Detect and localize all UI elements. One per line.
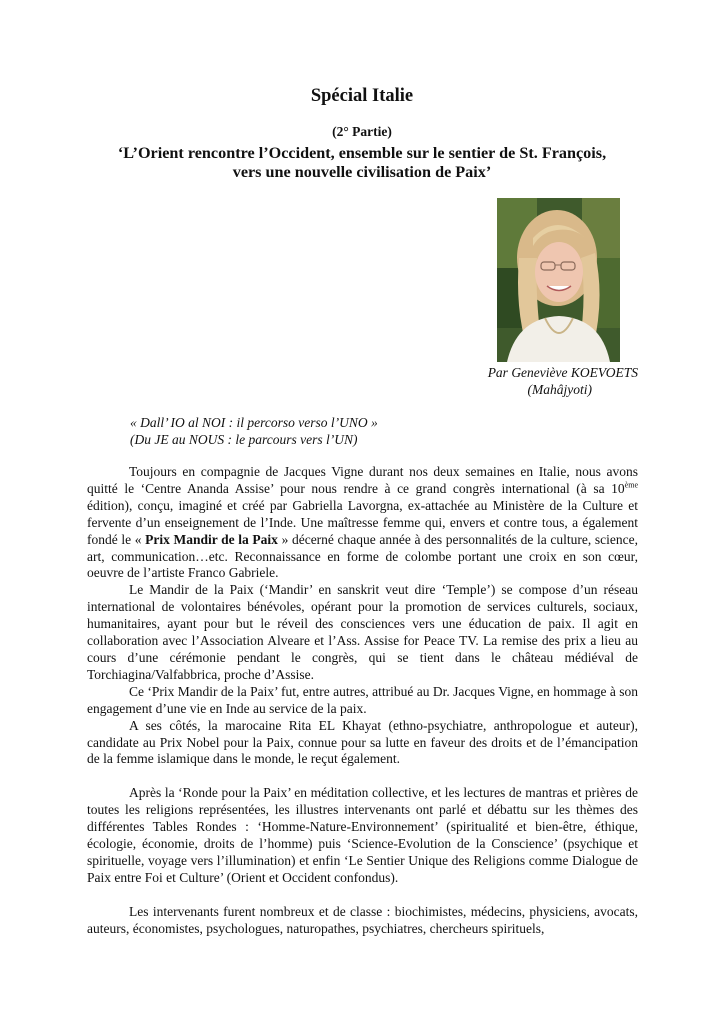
paragraph-6: Les intervenants furent nombreux et de classe : biochimistes, médecins, physiciens, avocats, auteurs, économistes, psychologues, naturopathes, psychiatres, chercheurs spirituels, (87, 903, 638, 936)
prize-name-bold: Prix Mandir de la Paix (145, 531, 278, 547)
page-title: Spécial Italie (310, 86, 414, 106)
subtitle-line-1: ‘L’Orient rencontre l’Occident, ensemble sur le sentier de St. François, (117, 144, 607, 162)
paragraph-1 (87, 464, 638, 582)
article-subtitle (60, 144, 664, 182)
byline (420, 364, 638, 398)
paragraph-5: Après la ‘Ronde pour la Paix’ en méditation collective, et les lectures de mantras et prières de toutes les religions représentées, les illustres intervenants ont parlé et débattu sur les thèmes des différentes Tables Rondes : ‘Homme-Nature-Environnement’ (spiritualité et bien-être, éthique, écologie, économie, droits de l’homme) puis ‘Science-Evolution de la Conscience’ (psychique et spirituelle, voyage vers l’illumination) et enfin ‘Le Sentier Unique des Religions comme Dialogue de Paix entre Foi et Culture’ (Orient et Occident confondus). (87, 785, 638, 885)
paragraph-1-part-a: Toujours en compagnie de Jacques Vigne durant nos deux semaines en Italie, nous avons quitté le ‘Centre Ananda Assise’ pour nous rendre à ce grand congrès international (à sa 10 (87, 464, 638, 496)
author-portrait-image (497, 198, 620, 362)
paragraph-2: Le Mandir de la Paix (‘Mandir’ en sanskrit veut dire ‘Temple’) se compose d’un réseau international de volontaires bénévoles, opérant pour la promotion de services culturels, sociaux, humanitaires, ayant pour but le réveil des consciences vers une éducation de paix. Il agit en collaboration avec l’Association Alveare et l’Ass. Assise for Peace TV. La remise des prix a lieu au cours d’une cérémonie pendant le congrès, qui se tient dans le château médiéval de Torchiagina/Valfabbrica, proche d’Assise. (87, 582, 638, 682)
paragraph-4: A ses côtés, la marocaine Rita EL Khayat (ethno-psychiatre, anthropologue et auteur), candidate au Prix Nobel pour la Paix, connue pour sa lutte en faveur des droits et de l’émancipation de la femme islamique dans le monde, le reçut également. (87, 717, 638, 767)
author-alias: (Mahâjyoti) (527, 382, 592, 397)
paragraph-3: Ce ‘Prix Mandir de la Paix’ fut, entre autres, attribué au Dr. Jacques Vigne, en hommage à son engagement d’une vie en Inde au service de la paix. (87, 683, 638, 716)
epigraph-french: (Du JE au NOUS : le parcours vers l’UN) (130, 432, 358, 447)
subtitle-line-2: vers une nouvelle civilisation de Paix’ (232, 163, 492, 181)
author-name: Par Geneviève KOEVOETS (487, 365, 638, 380)
epigraph (130, 414, 590, 448)
paragraph-1-part-c: » décerné chaque année à des personnalités de la culture, science, art, communication…etc. Reconnaissance en forme de colombe portant une croix en son cœur, oeuvre de l’artiste Franco Gabriele. (87, 531, 638, 581)
author-photo (497, 198, 620, 362)
epigraph-italian: « Dall’ IO al NOI : il percorso verso l’UNO » (130, 415, 378, 430)
superscript-eme: ème (624, 480, 638, 490)
paragraph-1-part-b: édition), conçu, imaginé et créé par Gabriella Lavorgna, ex-attachée au Ministère de la Culture et fervente d’un enseignement de l’Inde. Une maîtresse femme qui, envers et contre tous, a également fondé le « (87, 497, 638, 547)
article-body (87, 464, 638, 938)
part-label: (2° Partie) (332, 124, 392, 139)
